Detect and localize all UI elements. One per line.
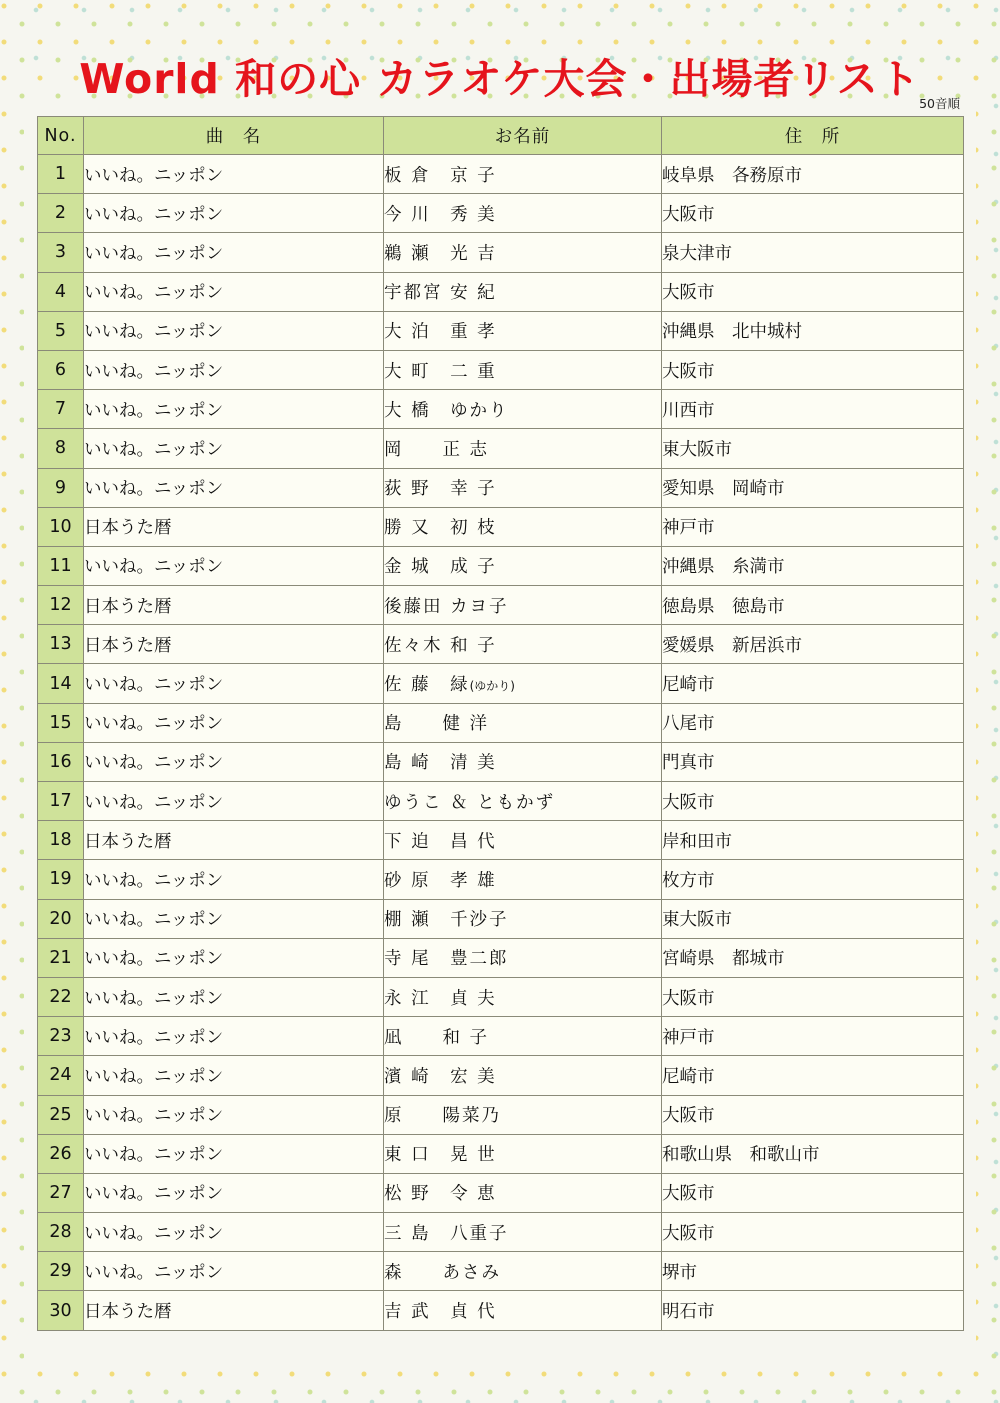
participant-name (384, 390, 662, 429)
participant-name (384, 546, 662, 585)
row-number: 6 (38, 350, 84, 389)
participant-name-text: 寺 尾 豊二郎 (384, 949, 509, 970)
participant-name (384, 977, 662, 1016)
participant-address: 大阪市 (662, 194, 964, 233)
participant-name-text: 永 江 貞 夫 (384, 988, 497, 1009)
song-title: いいね。ニッポン (84, 390, 384, 429)
row-number: 10 (38, 507, 84, 546)
participant-address: 和歌山県 和歌山市 (662, 1134, 964, 1173)
table-row (38, 468, 964, 507)
participant-name (384, 272, 662, 311)
song-title: いいね。ニッポン (84, 664, 384, 703)
participant-address: 神戸市 (662, 1017, 964, 1056)
song-title: いいね。ニッポン (84, 938, 384, 977)
participant-address: 沖縄県 糸満市 (662, 546, 964, 585)
participant-address: 大阪市 (662, 1095, 964, 1134)
participant-name (384, 1056, 662, 1095)
participant-name-text: 今 川 秀 美 (384, 204, 497, 225)
participant-name (384, 468, 662, 507)
song-title: いいね。ニッポン (84, 1173, 384, 1212)
participant-address: 愛媛県 新居浜市 (662, 625, 964, 664)
song-title: 日本うた暦 (84, 586, 384, 625)
participant-name (384, 821, 662, 860)
table-row (38, 1095, 964, 1134)
table-header-row (38, 117, 964, 155)
participant-name-text: 三 島 八重子 (384, 1223, 509, 1244)
row-number: 20 (38, 899, 84, 938)
song-title: いいね。ニッポン (84, 546, 384, 585)
column-header-address: 住 所 (662, 117, 964, 155)
row-number: 19 (38, 860, 84, 899)
table-row (38, 1291, 964, 1330)
row-number: 14 (38, 664, 84, 703)
participant-name-text: 大 橋 ゆかり (384, 400, 509, 421)
row-number: 26 (38, 1134, 84, 1173)
table-row (38, 625, 964, 664)
participant-name (384, 1134, 662, 1173)
row-number: 12 (38, 586, 84, 625)
participant-address: 大阪市 (662, 272, 964, 311)
table-row (38, 390, 964, 429)
song-title: 日本うた暦 (84, 821, 384, 860)
row-number: 25 (38, 1095, 84, 1134)
song-title: いいね。ニッポン (84, 194, 384, 233)
participant-address: 尼崎市 (662, 1056, 964, 1095)
table-row (38, 860, 964, 899)
table-row (38, 1017, 964, 1056)
participant-name-text: 砂 原 孝 雄 (384, 870, 497, 891)
participant-name-text: 東 口 晃 世 (384, 1145, 497, 1166)
table-row (38, 782, 964, 821)
table-row (38, 1056, 964, 1095)
row-number: 16 (38, 742, 84, 781)
participant-name (384, 1017, 662, 1056)
participant-name (384, 1252, 662, 1291)
table-row (38, 233, 964, 272)
row-number: 28 (38, 1213, 84, 1252)
song-title: 日本うた暦 (84, 1291, 384, 1330)
participant-address: 岐阜県 各務原市 (662, 155, 964, 194)
participant-name-text: 下 迫 昌 代 (384, 831, 497, 852)
participant-name-text: 濱 崎 宏 美 (384, 1066, 497, 1087)
participant-address: 大阪市 (662, 782, 964, 821)
participant-name (384, 1213, 662, 1252)
song-title: いいね。ニッポン (84, 1056, 384, 1095)
participant-name (384, 1291, 662, 1330)
participant-name-reading: (ゆかり) (469, 679, 515, 694)
song-title: いいね。ニッポン (84, 1017, 384, 1056)
participant-name (384, 860, 662, 899)
column-header-name: お名前 (384, 117, 662, 155)
participant-address: 門真市 (662, 742, 964, 781)
song-title: いいね。ニッポン (84, 233, 384, 272)
table-row (38, 272, 964, 311)
participant-address: 宮崎県 都城市 (662, 938, 964, 977)
table-row (38, 311, 964, 350)
table-row (38, 1134, 964, 1173)
participant-address: 大阪市 (662, 977, 964, 1016)
participant-name (384, 350, 662, 389)
table-body (38, 155, 964, 1331)
participant-name-text: 大 町 二 重 (384, 361, 497, 382)
row-number: 11 (38, 546, 84, 585)
table-row (38, 977, 964, 1016)
row-number: 18 (38, 821, 84, 860)
song-title: いいね。ニッポン (84, 1213, 384, 1252)
table-row (38, 664, 964, 703)
participant-name-text: 棚 瀬 千沙子 (384, 910, 509, 931)
row-number: 8 (38, 429, 84, 468)
row-number: 17 (38, 782, 84, 821)
table-row (38, 1252, 964, 1291)
participant-name (384, 194, 662, 233)
participant-name-text: 佐 藤 緑 (384, 675, 470, 696)
song-title: 日本うた暦 (84, 625, 384, 664)
row-number: 29 (38, 1252, 84, 1291)
table-row (38, 155, 964, 194)
table-row (38, 938, 964, 977)
participant-name (384, 1095, 662, 1134)
participant-name (384, 742, 662, 781)
participant-address: 岸和田市 (662, 821, 964, 860)
row-number: 27 (38, 1173, 84, 1212)
participant-name (384, 311, 662, 350)
song-title: いいね。ニッポン (84, 272, 384, 311)
row-number: 30 (38, 1291, 84, 1330)
song-title: いいね。ニッポン (84, 1252, 384, 1291)
song-title: いいね。ニッポン (84, 1134, 384, 1173)
song-title: いいね。ニッポン (84, 899, 384, 938)
table-row (38, 1173, 964, 1212)
participant-name-text: 森 あさみ (384, 1262, 501, 1283)
participant-address: 明石市 (662, 1291, 964, 1330)
table-row (38, 546, 964, 585)
participant-address: 東大阪市 (662, 429, 964, 468)
row-number: 22 (38, 977, 84, 1016)
participant-address: 神戸市 (662, 507, 964, 546)
row-number: 1 (38, 155, 84, 194)
song-title: いいね。ニッポン (84, 1095, 384, 1134)
participant-table (37, 116, 964, 1331)
participant-name (384, 507, 662, 546)
participant-name-text: 島 崎 清 美 (384, 753, 497, 774)
participant-name-text: ゆうこ ＆ ともかず (384, 792, 556, 813)
participant-name (384, 155, 662, 194)
participant-name-text: 金 城 成 子 (384, 557, 497, 578)
participant-name-text: 凪 和 子 (384, 1027, 490, 1048)
row-number: 3 (38, 233, 84, 272)
table-row (38, 194, 964, 233)
participant-name-text: 荻 野 幸 子 (384, 479, 497, 500)
song-title: いいね。ニッポン (84, 350, 384, 389)
participant-address: 尼崎市 (662, 664, 964, 703)
song-title: いいね。ニッポン (84, 977, 384, 1016)
participant-name-text: 原 陽菜乃 (384, 1106, 501, 1127)
participant-name-text: 勝 又 初 枝 (384, 518, 497, 539)
participant-name-text: 岡 正 志 (384, 439, 490, 460)
row-number: 7 (38, 390, 84, 429)
page-title: World 和の心 カラオケ大会・出場者リスト (79, 55, 921, 103)
participant-name-text: 松 野 令 恵 (384, 1184, 497, 1205)
participant-name (384, 429, 662, 468)
participant-address: 徳島県 徳島市 (662, 586, 964, 625)
participant-address: 枚方市 (662, 860, 964, 899)
row-number: 2 (38, 194, 84, 233)
sort-order-note: 50音順 (919, 96, 960, 111)
participant-address: 愛知県 岡崎市 (662, 468, 964, 507)
column-header-song: 曲 名 (84, 117, 384, 155)
participant-name-text: 鵜 瀬 光 吉 (384, 243, 497, 264)
participant-address: 大阪市 (662, 1173, 964, 1212)
row-number: 13 (38, 625, 84, 664)
song-title: いいね。ニッポン (84, 468, 384, 507)
table-row (38, 429, 964, 468)
participant-name (384, 703, 662, 742)
participant-address: 堺市 (662, 1252, 964, 1291)
song-title: いいね。ニッポン (84, 742, 384, 781)
table-row (38, 742, 964, 781)
participant-name (384, 1173, 662, 1212)
participant-name-text: 佐々木 和 子 (384, 635, 497, 656)
participant-name (384, 586, 662, 625)
table-row (38, 350, 964, 389)
song-title: いいね。ニッポン (84, 703, 384, 742)
table-row (38, 821, 964, 860)
participant-address: 川西市 (662, 390, 964, 429)
song-title: いいね。ニッポン (84, 860, 384, 899)
participant-name-text: 島 健 洋 (384, 714, 490, 735)
table-row (38, 1213, 964, 1252)
row-number: 21 (38, 938, 84, 977)
participant-name (384, 782, 662, 821)
participant-address: 大阪市 (662, 1213, 964, 1252)
participant-address: 八尾市 (662, 703, 964, 742)
participant-name (384, 664, 662, 703)
row-number: 4 (38, 272, 84, 311)
participant-name-text: 吉 武 貞 代 (384, 1302, 497, 1323)
row-number: 5 (38, 311, 84, 350)
participant-address: 沖縄県 北中城村 (662, 311, 964, 350)
participant-name-text: 板 倉 京 子 (384, 165, 497, 186)
participant-name (384, 233, 662, 272)
row-number: 24 (38, 1056, 84, 1095)
participant-name (384, 899, 662, 938)
participant-name (384, 625, 662, 664)
song-title: 日本うた暦 (84, 507, 384, 546)
song-title: いいね。ニッポン (84, 429, 384, 468)
participant-name-text: 宇都宮 安 紀 (384, 283, 497, 304)
participant-address: 泉大津市 (662, 233, 964, 272)
participant-name-text: 後藤田 カヨ子 (384, 596, 509, 617)
row-number: 9 (38, 468, 84, 507)
participant-name-text: 大 泊 重 孝 (384, 322, 497, 343)
row-number: 15 (38, 703, 84, 742)
song-title: いいね。ニッポン (84, 782, 384, 821)
column-header-no: No. (38, 117, 84, 155)
participant-name (384, 938, 662, 977)
table-row (38, 586, 964, 625)
row-number: 23 (38, 1017, 84, 1056)
song-title: いいね。ニッポン (84, 311, 384, 350)
table-row (38, 899, 964, 938)
table-row (38, 703, 964, 742)
participant-address: 大阪市 (662, 350, 964, 389)
table-row (38, 507, 964, 546)
participant-address: 東大阪市 (662, 899, 964, 938)
song-title: いいね。ニッポン (84, 155, 384, 194)
